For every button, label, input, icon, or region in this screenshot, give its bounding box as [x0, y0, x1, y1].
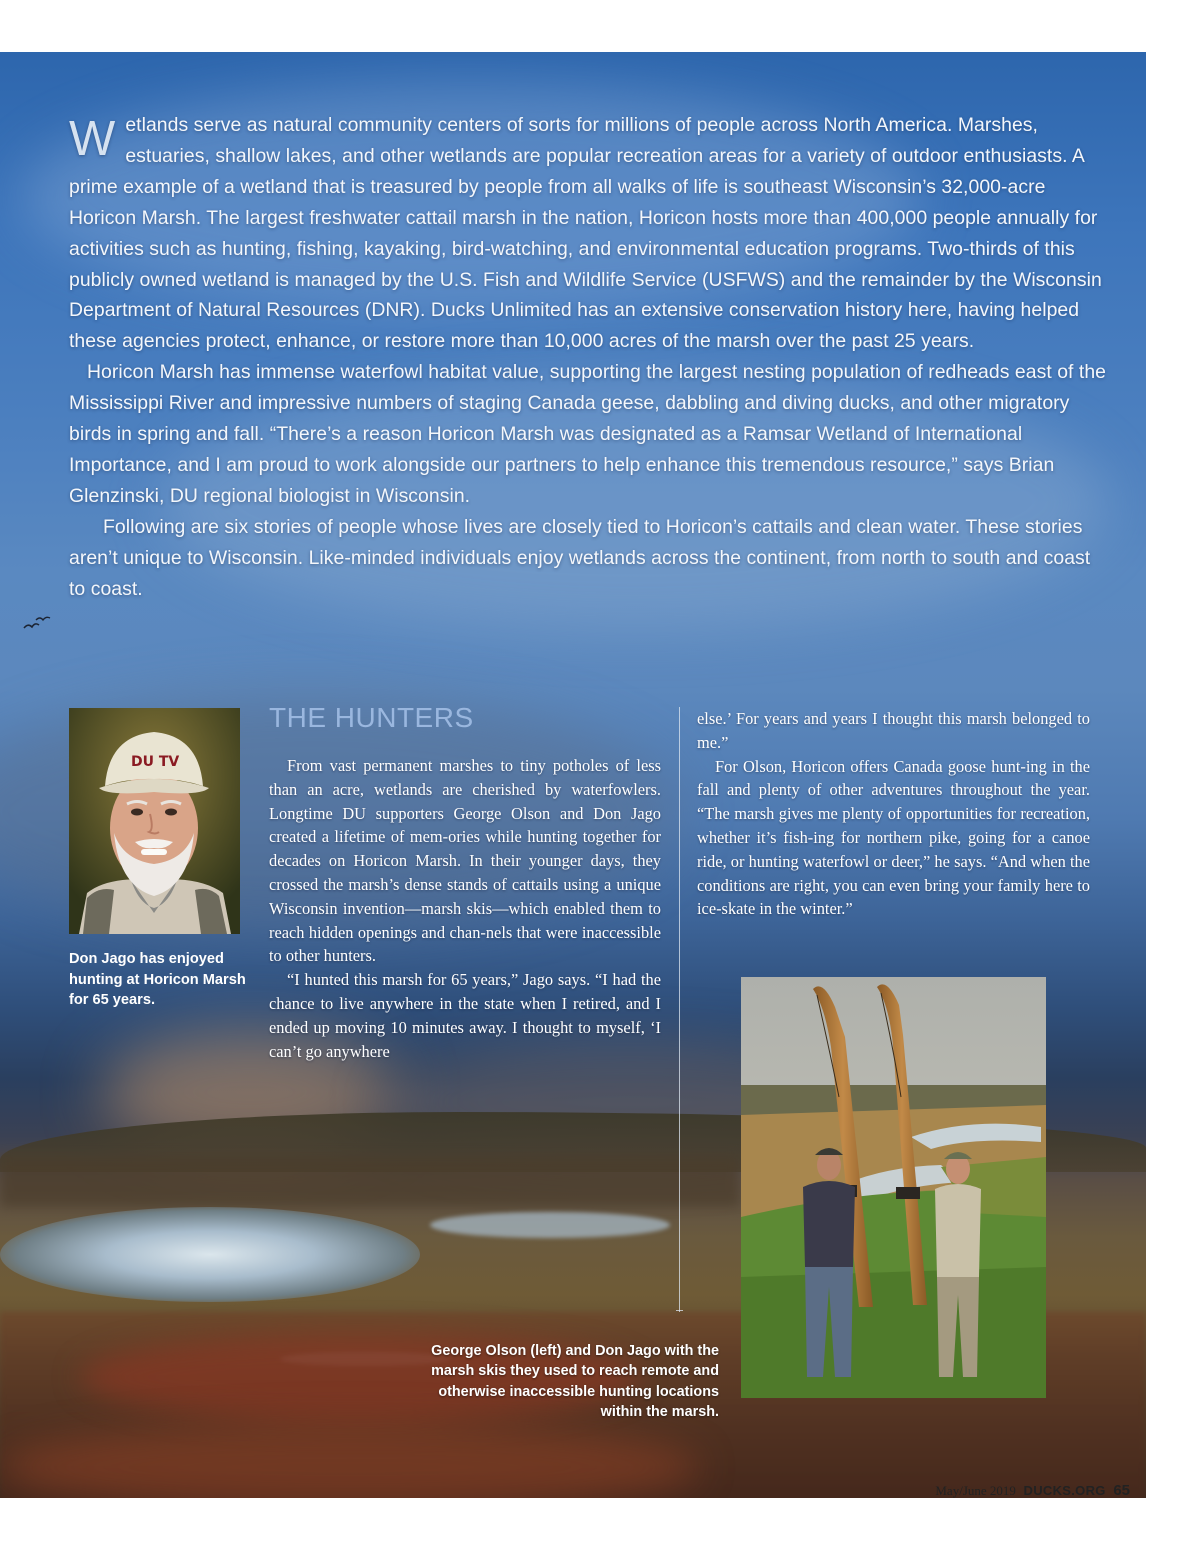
drop-cap: W	[69, 112, 116, 166]
article-paragraph: For Olson, Horicon offers Canada goose hunt-ing in the fall and plenty of other adventures throughout the year. “The marsh gives me plenty of opportunities for recreation, whether it’s fish-ing for northern pike, going for a canoe ride, or hunting waterfowl or deer,” he says. “And when the conditions are right, you can even bring your family here to ice-skate in the winter.”	[697, 756, 1090, 919]
intro-paragraph: Horicon Marsh has immense waterfowl habitat value, supporting the largest nesting population of redheads east of the Mississippi River and impressive numbers of staging Canada geese, dabbling and diving ducks, and other migratory birds in spring and fall. “There’s a reason Horicon Marsh was designated as a Ramsar Wetland of International Importance, and I am proud to work alongside our partners to help enhance this tremendous resource,” says Brian Glenzinski, DU regional biologist in Wisconsin.	[69, 361, 1107, 507]
column-divider-end	[676, 1310, 683, 1311]
column-divider	[679, 707, 680, 1312]
article-column-2	[697, 707, 1090, 921]
marsh-water	[0, 1207, 420, 1302]
intro-text	[69, 110, 1109, 605]
jago-photo-caption: Don Jago has enjoyed hunting at Horicon Marsh for 65 years.	[69, 951, 246, 1008]
intro-paragraph-text: etlands serve as natural community centers of sorts for millions of people across North America. Marshes, estuaries, shallow lakes, and other wetlands are popular recreation areas for a variety of outdoor enthusiasts. A prime example of a wetland that is treasured by people from all walks of life is southeast Wisconsin’s 32,000-acre Horicon Marsh. The largest freshwater cattail marsh in the nation, Horicon hosts more than 400,000 people annually for activities such as hunting, fishing, kayaking, bird-watching, and environmental education programs. Two-thirds of this publicly owned wetland is managed by the U.S. Fish and Wildlife Service (USFWS) and the remainder by the Wisconsin Department of Natural Resources (DNR). Ducks Unlimited has an extensive conservation history here, having helped these agencies protect, enhance, or restore more than 10,000 acres of the marsh over the past 25 years.	[69, 114, 1102, 353]
page-footer	[935, 1482, 1130, 1499]
marsh-water	[430, 1212, 670, 1238]
treeline	[0, 1157, 740, 1207]
article-paragraph: else.’ For years and years I thought this marsh belonged to me.”	[697, 709, 1090, 752]
issue-date: May/June 2019	[935, 1483, 1016, 1498]
article-paragraph: “I hunted this marsh for 65 years,” Jago says. “I had the chance to live anywhere in the state when I retired, and I ended up moving 10 minutes away. I thought to myself, ‘I can’t go anywhere	[269, 970, 661, 1061]
cap-logo: DU TV	[131, 754, 180, 770]
intro-paragraph: Following are six stories of people whose lives are closely tied to Horicon’s cattails and clean water. These stories aren’t unique to Wisconsin. Like-minded individuals enjoy wetlands across the continent, from north to south and coast to coast.	[69, 515, 1091, 600]
site-name: DUCKS.ORG	[1023, 1483, 1106, 1498]
marsh-skis-photo	[741, 977, 1046, 1398]
flying-birds-icon	[22, 614, 52, 634]
article-paragraph: From vast permanent marshes to tiny potholes of less than an acre, wetlands are cherished by waterfowlers. Longtime DU supporters George Olson and Don Jago created a lifetime of mem-ories while hunting together for decades on Horicon Marsh. In their younger days, they crossed the marsh’s dense stands of cattails using a unique Wisconsin invention—marsh skis—which enabled them to reach hidden openings and chan-nels that were inaccessible to other hunters.	[269, 756, 661, 966]
don-jago-portrait-photo	[69, 708, 240, 934]
intro-paragraph	[69, 110, 1109, 357]
article-column-1	[269, 754, 661, 1063]
page-number: 65	[1113, 1482, 1130, 1499]
skis-photo-caption: George Olson (left) and Don Jago with the marsh skis they used to reach remote and otherwise inaccessible hunting locations within the marsh.	[431, 1343, 719, 1421]
section-title: THE HUNTERS	[269, 702, 474, 733]
